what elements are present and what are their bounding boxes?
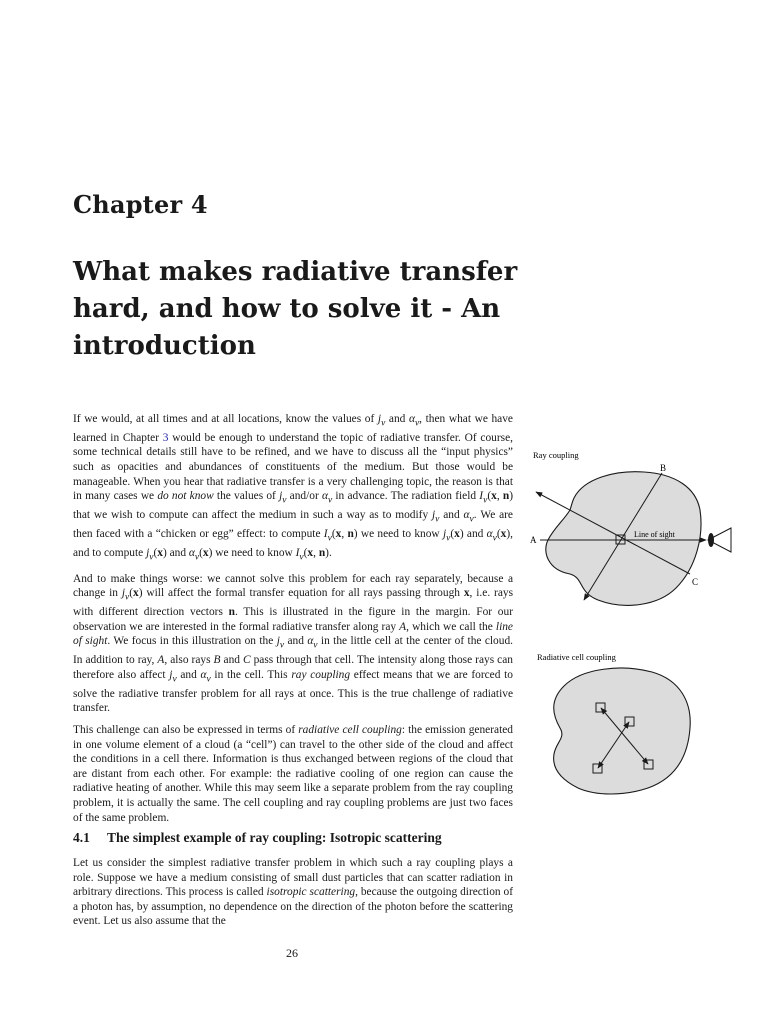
chapter-label: Chapter 4: [73, 190, 208, 219]
eye-icon: [708, 528, 731, 552]
paragraph-2: And to make things worse: we cannot solve this problem for each ray separately, because a change in $j_\nu(x)$ will affect the formal transfer equation for all rays passing through x, i.e. rays with different direction vectors n. This is illustrated in the figure in the margin. For our observation we are interested in the formal radiative transfer along ray A, which we call the line of sight. We focus in this illustration on the $j_\nu$ and $\alpha_\nu$ in the little cell at the center of the cloud. In addition to ray, A, also rays B and C pass through that cell. The intensity along those rays can therefore also affect $j_\nu$ and $\alpha_\nu$ in the cell. This ray coupling effect means that we are forced to solve the radiative transfer problem for all rays at once. This is the true challenge of radiative transfer.: [73, 572, 514, 715]
cell-coupling-figure: [530, 650, 710, 800]
ray-coupling-figure: [526, 448, 748, 620]
label-b: B: [660, 463, 667, 473]
cloud-shape-2: [554, 668, 691, 794]
page-number: 26: [286, 946, 298, 960]
ray-coupling-caption: Ray coupling: [533, 450, 579, 460]
paragraph-1: If we would, at all times and at all locations, know the values of $j_\nu$ and $\alpha_\nu$, then what we have learned in Chapter 3 would be enough to understand the topic of radiative transfer. Of course, some technical details still have to be refined, and we have to discuss all the “input physics” such as opacities and abundances of constituents of the medium. But those would be manageable. When you hear that radiative transfer is a very challenging topic, the reason is that in many cases we do not know the values of $j_\nu$ and/or $\alpha_\nu$ in advance. The radiation field $I_\nu(x$, n) that we wish to compute can affect the medium in such a way as to modify $j_\nu$ and $\alpha_\nu$. We are then faced with a “chicken or egg” effect: to compute $I_\nu(x$, n) we need to know $j_\nu(x)$ and $\alpha_\nu(x)$, and to compute $j_\nu(x)$ and $\alpha_\nu(x)$ we need to know $I_\nu(x$, n).: [73, 413, 514, 563]
section-heading: [73, 830, 513, 846]
section-number: 4.1: [73, 830, 90, 845]
paragraph-4: Let us consider the simplest radiative transfer problem in which such a ray coupling plays a role. Suppose we have a medium consisting of small dust particles that can scatter radiation in arbitrary directions. This process is called isotropic scattering, because the outgoing direction of a photon has, by assumption, no dependence on the direction of the photon before the scattering event. Let us also assume that the: [73, 857, 514, 928]
label-a: A: [530, 535, 537, 545]
paragraph-3: This challenge can also be expressed in terms of radiative cell coupling: the emission generated in one volume element of a cloud (a “cell”) can travel to the other side of the cloud and affect the conditions in a cell there. Information is thus exchanged between regions of the cloud that are distant from each other. For example: the radiative cooling of one region can cause the radiative heating of another. While this may seem like a separate problem from the ray coupling problem, it is actually the same. The cell coupling and ray coupling problems are just two faces of the same problem.: [73, 723, 513, 824]
section-body: [73, 856, 513, 936]
body-text: [73, 412, 513, 832]
chapter-title: What makes radiative transfer hard, and how to solve it - An introduction: [73, 257, 518, 361]
cell-coupling-caption: Radiative cell coupling: [537, 652, 616, 662]
section-title: The simplest example of ray coupling: Isotropic scattering: [107, 830, 442, 845]
line-of-sight-label: Line of sight: [634, 530, 675, 539]
label-c: C: [692, 577, 699, 587]
